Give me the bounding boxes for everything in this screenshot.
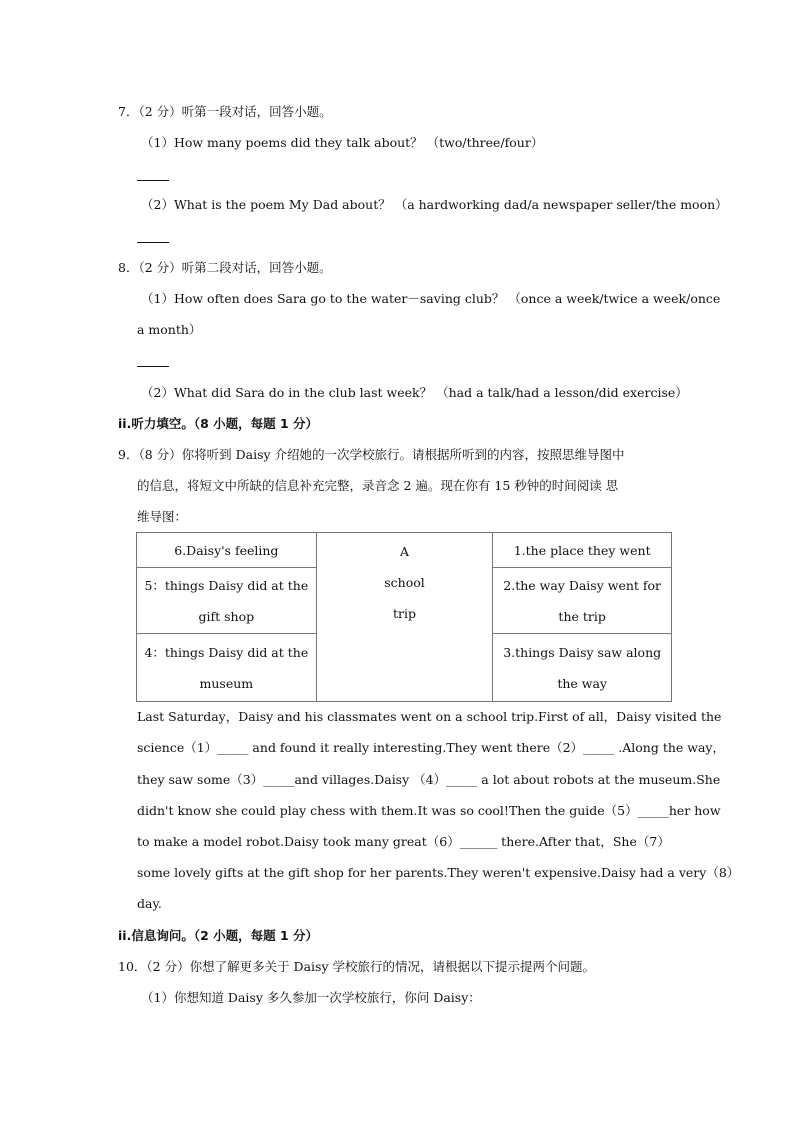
- question-10-sub-1: （1）你想知道 Daisy 多久参加一次学校旅行，你问 Daisy：: [141, 990, 481, 1005]
- question-8-sub-1-cont: a month）: [137, 322, 202, 337]
- mind-map-cell-museum: 4：things Daisy did at the museum: [137, 634, 317, 702]
- passage-line-4: didn't know she could play chess with them.It was so cool!Then the guide（5）_____her how: [137, 803, 721, 818]
- mind-map-center: [316, 533, 493, 702]
- answer-blank[interactable]: [137, 366, 169, 367]
- center-word-3: trip: [392, 606, 416, 621]
- mind-map-table: [136, 532, 672, 702]
- question-9-line-3: 维导图：: [137, 509, 188, 524]
- question-8-title: 8．（2 分）听第二段对话，回答小题。: [118, 260, 332, 275]
- mind-map-cell-saw: 3.things Daisy saw along the way: [493, 634, 672, 702]
- question-7-sub-1: （1）How many poems did they talk about？ （two/three/four）: [141, 135, 544, 150]
- answer-blank[interactable]: [137, 242, 169, 243]
- passage-line-1: Last Saturday，Daisy and his classmates went on a school trip.First of all，Daisy visited the: [137, 709, 722, 724]
- passage-line-2: science（1）_____ and found it really interesting.They went there（2）_____ .Along the way，: [137, 740, 725, 755]
- mind-map-cell-place: 1.the place they went: [493, 533, 672, 568]
- question-8-sub-2: （2）What did Sara do in the club last week？ （had a talk/had a lesson/did exercise）: [141, 385, 688, 400]
- question-9-line-2: 的信息，将短文中所缺的信息补充完整，录音念 2 遍。现在你有 15 秒钟的时间阅读 思: [137, 478, 619, 493]
- passage-line-5: to make a model robot.Daisy took many great（6）______ there.After that，She（7）: [137, 834, 670, 849]
- passage-line-3: they saw some（3）_____and villages.Daisy （4）_____ a lot about robots at the museum.She: [137, 772, 721, 787]
- passage-line-6: some lovely gifts at the gift shop for her parents.They weren't expensive.Daisy had a very（8）: [137, 865, 740, 880]
- mind-map-cell-way: 2.the way Daisy went for the trip: [493, 568, 672, 634]
- question-7-sub-2: （2）What is the poem My Dad about？ （a hardworking dad/a newspaper seller/the moon）: [141, 197, 728, 212]
- section-heading-ask: ii.信息询问。（2 小题，每题 1 分）: [118, 928, 319, 943]
- question-10-title: 10．（2 分）你想了解更多关于 Daisy 学校旅行的情况，请根据以下提示提两个问题。: [118, 959, 595, 974]
- answer-blank[interactable]: [137, 180, 169, 181]
- question-7-title: 7．（2 分）听第一段对话，回答小题。: [118, 104, 332, 119]
- question-9-line-1: 9．（8 分）你将听到 Daisy 介绍她的一次学校旅行。请根据所听到的内容，按照思维导图中: [118, 447, 625, 462]
- center-word-1: A: [399, 544, 409, 559]
- passage-line-7: day.: [137, 896, 162, 911]
- section-heading-fill: ii.听力填空。（8 小题，每题 1 分）: [118, 416, 319, 431]
- mind-map-cell-gift-shop: 5：things Daisy did at the gift shop: [137, 568, 317, 634]
- mind-map-cell-feeling: 6.Daisy's feeling: [137, 533, 317, 568]
- question-8-sub-1: （1）How often does Sara go to the water－saving club？ （once a week/twice a week/once: [141, 291, 721, 306]
- center-word-2: school: [384, 575, 425, 590]
